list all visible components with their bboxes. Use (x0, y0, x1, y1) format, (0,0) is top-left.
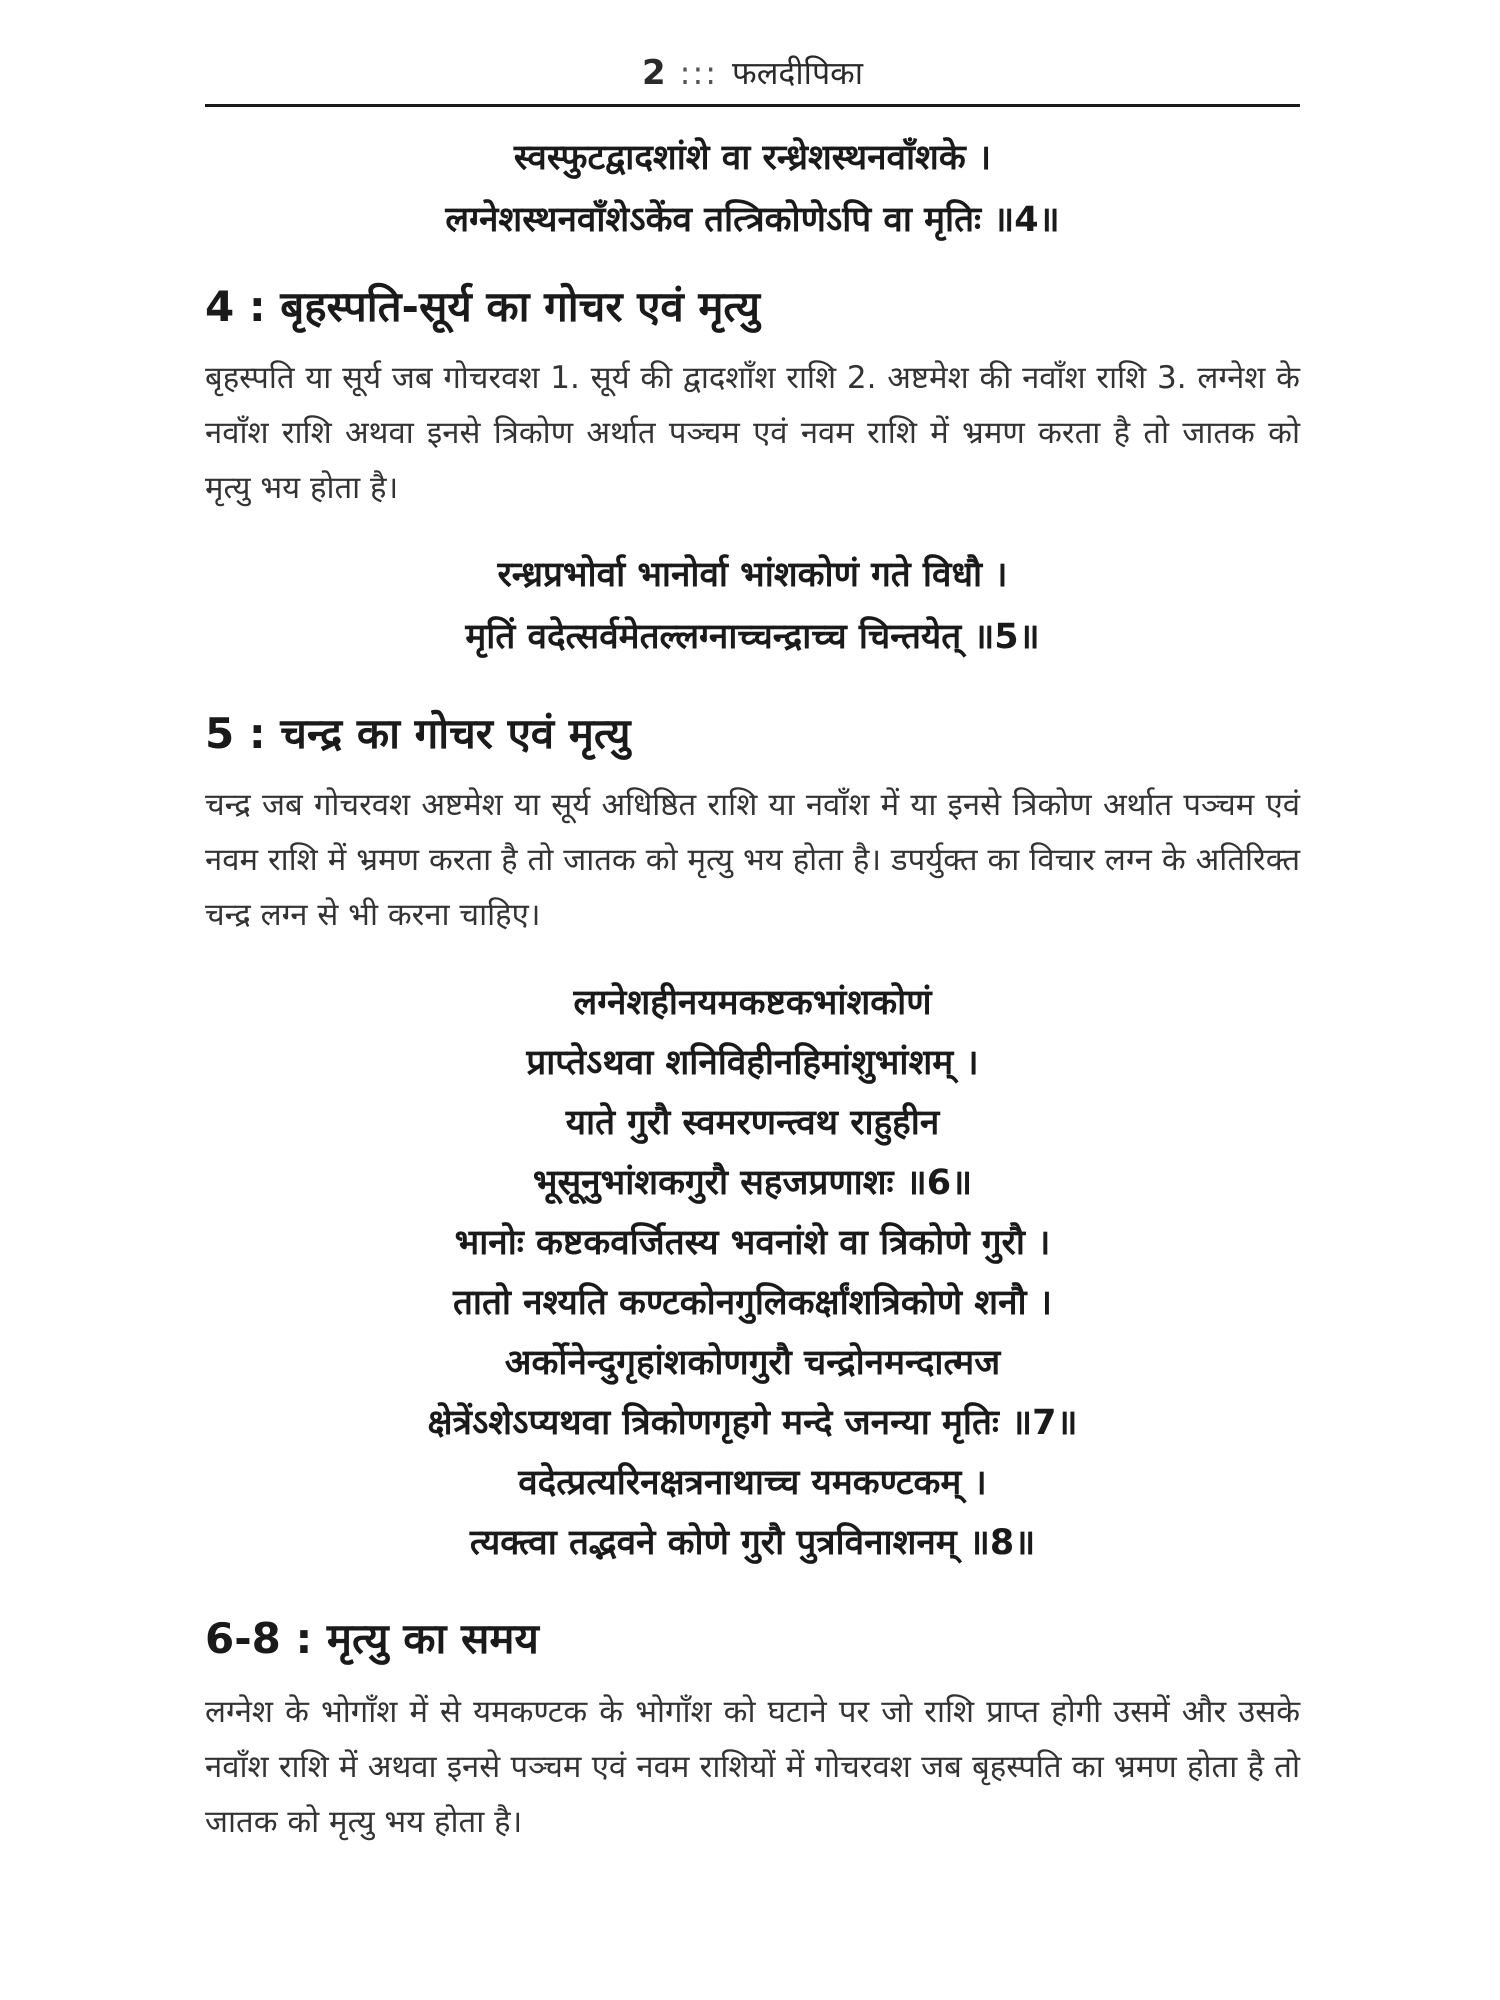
book-page (205, 50, 1300, 1850)
header-separator: ::: (679, 54, 719, 92)
verse-line: मृतिं वदेत्सर्वमेतल्लग्नाच्चन्द्राच्च चिन्तयेत् ॥5॥ (465, 617, 1040, 657)
verse-line: लग्नेशहीनयमकष्टकभांशकोणं (573, 983, 932, 1023)
section-paragraph-4: बृहस्पति या सूर्य जब गोचरवश 1. सूर्य की द्वादशाँश राशि 2. अष्टमेश की नवाँश राशि 3. लग्नेश के नवाँश राशि अथवा इनसे त्रिकोण अर्थात पञ्चम एवं नवम राशि में भ्रमण करता है तो जातक को मृत्यु भय होता है। (205, 360, 1300, 506)
verse-line: तातो नश्यति कण्टकोनगुलिकर्क्षांशत्रिकोणे शनौ । (452, 1283, 1053, 1323)
verse-line: याते गुरौ स्वमरणन्त्वथ राहुहीन (565, 1103, 940, 1143)
verse-line: भानोः कष्टकवर्जितस्य भवनांशे वा त्रिकोणे गुरौ । (454, 1223, 1051, 1263)
verse-line: अर्कोनेन्दुगृहांशकोणगुरौ चन्द्रोनमन्दात्मज (504, 1343, 1001, 1383)
verse-line: वदेत्प्रत्यरिनक्षत्रनाथाच्च यमकण्टकम् । (518, 1463, 987, 1503)
verse-block-6-8 (205, 973, 1300, 1573)
page-number: 2 (642, 53, 666, 93)
book-title: फलदीपिका (732, 54, 863, 92)
verse-line: लग्नेशस्थनवाँशेऽकेंव तत्त्रिकोणेऽपि वा मृतिः ॥4॥ (445, 200, 1060, 240)
verse-line: रन्ध्रप्रभोर्वा भानोर्वा भांशकोणं गते विधौ । (497, 555, 1008, 595)
running-header (205, 50, 1300, 96)
verse-block-4 (205, 127, 1300, 251)
section-heading-5: 5 : चन्द्र का गोचर एवं मृत्यु (205, 709, 631, 758)
verse-line: त्यक्त्वा तद्भवने कोणे गुरौ पुत्रविनाशनम् ॥8॥ (469, 1523, 1036, 1563)
section-heading-4: 4 : बृहस्पति-सूर्य का गोचर एवं मृत्यु (205, 282, 760, 331)
verse-line: भूसूनुभांशकगुरौ सहजप्रणाशः ॥6॥ (532, 1163, 973, 1203)
header-rule (205, 104, 1300, 107)
section-paragraph-5: चन्द्र जब गोचरवश अष्टमेश या सूर्य अधिष्ठित राशि या नवाँश में या इनसे त्रिकोण अर्थात पञ्चम एवं नवम राशि में भ्रमण करता है तो जातक को मृत्यु भय होता है। डपर्युक्त का विचार लग्न के अतिरिक्त चन्द्र लग्न से भी करना चाहिए। (205, 787, 1300, 933)
verse-line: स्वस्फुटद्वादशांशे वा रन्ध्रेशस्थनवाँशके । (513, 138, 992, 178)
verse-line: क्षेत्रेंऽशेऽप्यथवा त्रिकोणगृहगे मन्दे जनन्या मृतिः ॥7॥ (427, 1403, 1078, 1443)
section-paragraph-6-8: लग्नेश के भोगाँश में से यमकण्टक के भोगाँश को घटाने पर जो राशि प्राप्त होगी उसमें और उसके नवाँश राशि में अथवा इनसे पञ्चम एवं नवम राशियों में गोचरवश जब बृहस्पति का भ्रमण होता है तो जातक को मृत्यु भय होता है। (205, 1694, 1300, 1840)
section-heading-6-8: 6-8 : मृत्यु का समय (205, 1614, 539, 1663)
verse-line: प्राप्तेऽथवा शनिविहीनहिमांशुभांशम् । (526, 1043, 979, 1083)
verse-block-5 (205, 544, 1300, 668)
